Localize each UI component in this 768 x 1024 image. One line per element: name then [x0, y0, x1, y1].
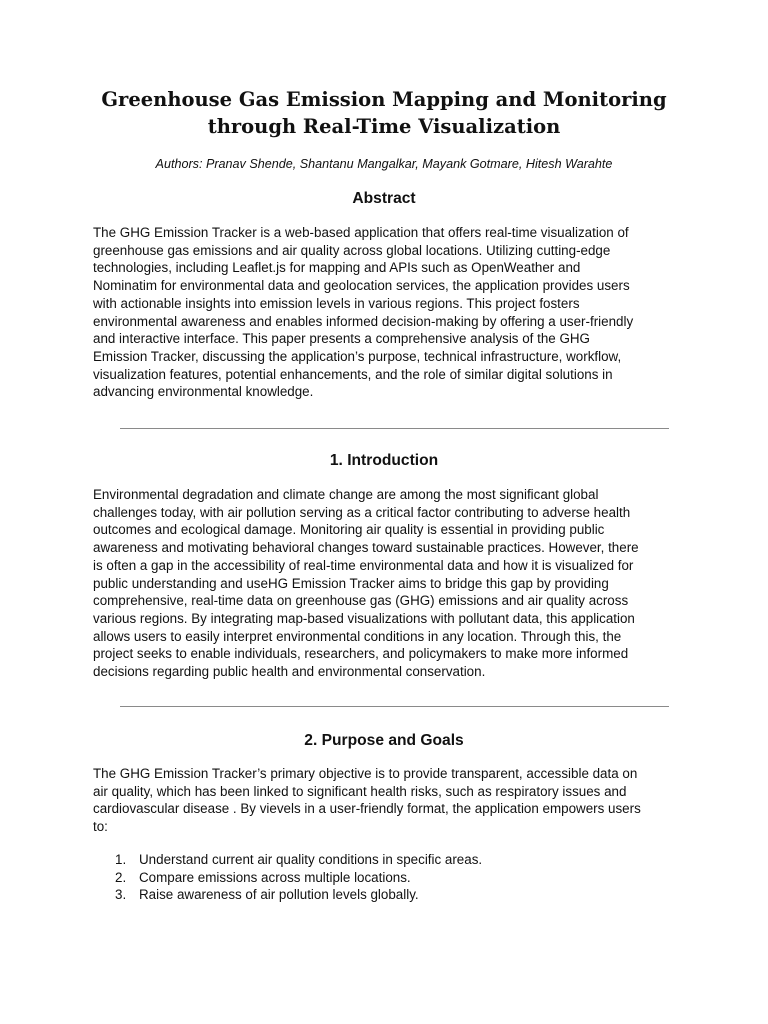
text-line: outcomes and ecological damage. Monitoring air quality is essential in providing public: [93, 522, 605, 538]
text-line: greenhouse gas emissions and air quality across global locations. Utilizing cutting-edge: [93, 242, 611, 258]
title-line-1: Greenhouse Gas Emission Mapping and Monitoring: [101, 88, 667, 111]
goals-list: [93, 851, 683, 904]
text-line: with actionable insights into emission levels in various regions. This project fosters: [93, 295, 580, 311]
paper-title: [60, 86, 708, 140]
purpose-heading: 2. Purpose and Goals: [304, 732, 464, 749]
section-divider: [120, 706, 669, 707]
purpose-paragraph: [93, 765, 683, 836]
title-line-2: through Real-Time Visualization: [207, 115, 561, 138]
text-line: technologies, including Leaflet.js for mapping and APIs such as OpenWeather and: [93, 260, 581, 276]
text-line: advancing environmental knowledge.: [93, 384, 314, 400]
text-line: and interactive interface. This paper presents a comprehensive analysis of the GHG: [93, 331, 590, 347]
introduction-paragraph: [93, 486, 683, 681]
introduction-heading: 1. Introduction: [329, 452, 439, 469]
text-line: Environmental degradation and climate change are among the most significant global: [93, 487, 599, 502]
text-line: public understanding and useHG Emission Tracker aims to bridge this gap by providing: [93, 575, 609, 591]
text-line: The GHG Emission Tracker’s primary objective is to provide transparent, accessible data on: [93, 766, 638, 781]
text-line: is often a gap in the accessibility of real-time environmental data and how it is visualized for: [93, 557, 634, 573]
list-item: [93, 886, 683, 904]
text-line: to:: [93, 819, 108, 835]
text-line: cardiovascular disease . By vievels in a user-friendly format, the application empowers users: [93, 801, 641, 817]
text-line: decisions regarding public health and environmental conservation.: [93, 664, 486, 680]
text-line: comprehensive, real-time data on greenhouse gas (GHG) emissions and air quality across: [93, 593, 629, 609]
text-line: Nominatim for environmental data and geolocation services, the application provides users: [93, 278, 630, 294]
list-number: 2.: [115, 869, 127, 885]
text-line: challenges today, with air pollution serving as a critical factor contributing to adverse health: [93, 504, 631, 520]
text-line: visualization features, potential enhancements, and the role of similar digital solutions in: [93, 366, 613, 382]
list-item-text: Compare emissions across multiple locations.: [139, 869, 411, 885]
text-line: environmental awareness and enables informed decision-making by offering a user-friendly: [93, 313, 634, 329]
text-line: allows users to easily interpret environmental conditions in any location. Through this, the: [93, 628, 622, 644]
list-item-text: Raise awareness of air pollution levels globally.: [139, 887, 419, 903]
text-line: various regions. By integrating map-based visualizations with pollutant data, this application: [93, 610, 635, 626]
list-number: 3.: [115, 887, 127, 903]
abstract-heading: Abstract: [352, 190, 416, 207]
text-line: air quality, which has been linked to significant health risks, such as respiratory issues and: [93, 783, 627, 799]
text-line: The GHG Emission Tracker is a web-based application that offers real-time visualization of: [93, 225, 629, 240]
text-line: project seeks to enable individuals, researchers, and policymakers to make more informed: [93, 646, 629, 662]
list-item: [93, 869, 683, 887]
text-line: Emission Tracker, discussing the application’s purpose, technical infrastructure, workflow,: [93, 348, 622, 364]
author-list: Authors: Pranav Shende, Shantanu Mangalkar, Mayank Gotmare, Hitesh Warahte: [155, 157, 613, 171]
list-item-text: Understand current air quality conditions in specific areas.: [139, 852, 483, 867]
list-item: [93, 851, 683, 869]
text-line: awareness and motivating behavioral changes toward sustainable practices. However, there: [93, 540, 639, 556]
list-number: 1.: [115, 852, 127, 867]
abstract-paragraph: [93, 224, 683, 401]
section-divider: [120, 428, 669, 429]
